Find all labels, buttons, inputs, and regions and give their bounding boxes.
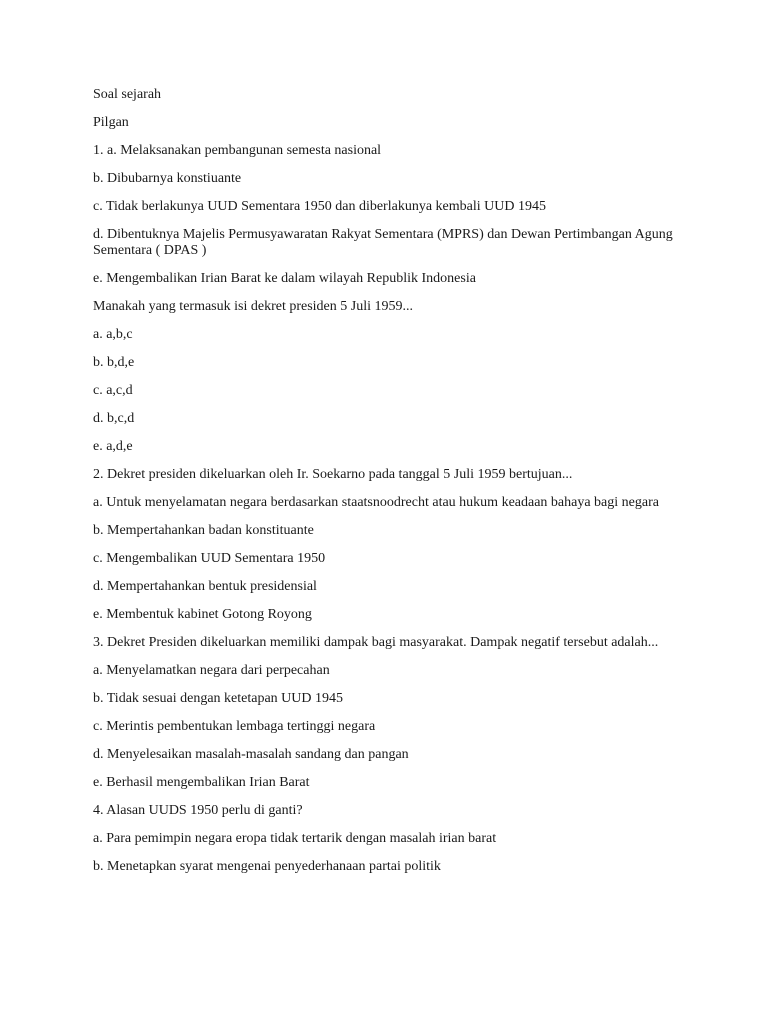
answer-2d: d. Mempertahankan bentuk presidensial — [93, 579, 317, 594]
question-1: Manakah yang termasuk isi dekret presiden 5 Juli 1959... — [93, 299, 413, 314]
answer-1c: c. a,c,d — [93, 383, 133, 398]
option-1a: 1. a. Melaksanakan pembangunan semesta nasional — [93, 143, 382, 158]
answer-3d: d. Menyelesaikan masalah-masalah sandang dan pangan — [93, 747, 409, 762]
answer-3b: b. Tidak sesuai dengan ketetapan UUD 1945 — [93, 691, 344, 706]
document-title: Soal sejarah — [93, 87, 162, 102]
answer-1e: e. a,d,e — [93, 439, 133, 454]
document-subtitle: Pilgan — [93, 115, 129, 130]
answer-1a: a. a,b,c — [93, 327, 133, 342]
answer-4a: a. Para pemimpin negara eropa tidak tertarik dengan masalah irian barat — [93, 831, 497, 846]
answer-3c: c. Merintis pembentukan lembaga tertinggi negara — [93, 719, 376, 734]
answer-3e: e. Berhasil mengembalikan Irian Barat — [93, 775, 310, 790]
option-1c: c. Tidak berlakunya UUD Sementara 1950 dan diberlakunya kembali UUD 1945 — [93, 199, 546, 214]
question-3: 3. Dekret Presiden dikeluarkan memiliki dampak bagi masyarakat. Dampak negatif tersebut adalah... — [93, 635, 659, 650]
answer-4b: b. Menetapkan syarat mengenai penyederhanaan partai politik — [93, 859, 441, 874]
answer-2e: e. Membentuk kabinet Gotong Royong — [93, 607, 312, 622]
answer-3a: a. Menyelamatkan negara dari perpecahan — [93, 663, 330, 678]
option-1e: e. Mengembalikan Irian Barat ke dalam wilayah Republik Indonesia — [93, 271, 476, 286]
answer-1d: d. b,c,d — [93, 411, 135, 426]
answer-2b: b. Mempertahankan badan konstituante — [93, 523, 314, 538]
document-page — [93, 87, 683, 887]
answer-2c: c. Mengembalikan UUD Sementara 1950 — [93, 551, 326, 566]
answer-1b: b. b,d,e — [93, 355, 135, 370]
answer-2a: a. Untuk menyelamatan negara berdasarkan staatsnoodrecht atau hukum keadaan bahaya bagi negara — [93, 495, 659, 510]
option-1b: b. Dibubarnya konstiuante — [93, 171, 242, 186]
question-4: 4. Alasan UUDS 1950 perlu di ganti? — [93, 803, 303, 818]
question-2: 2. Dekret presiden dikeluarkan oleh Ir. Soekarno pada tanggal 5 Juli 1959 bertujuan... — [93, 467, 573, 482]
option-1d: d. Dibentuknya Majelis Permusyawaratan Rakyat Sementara (MPRS) dan Dewan Pertimbangan Agung Sementara ( DPAS ) — [93, 227, 673, 258]
